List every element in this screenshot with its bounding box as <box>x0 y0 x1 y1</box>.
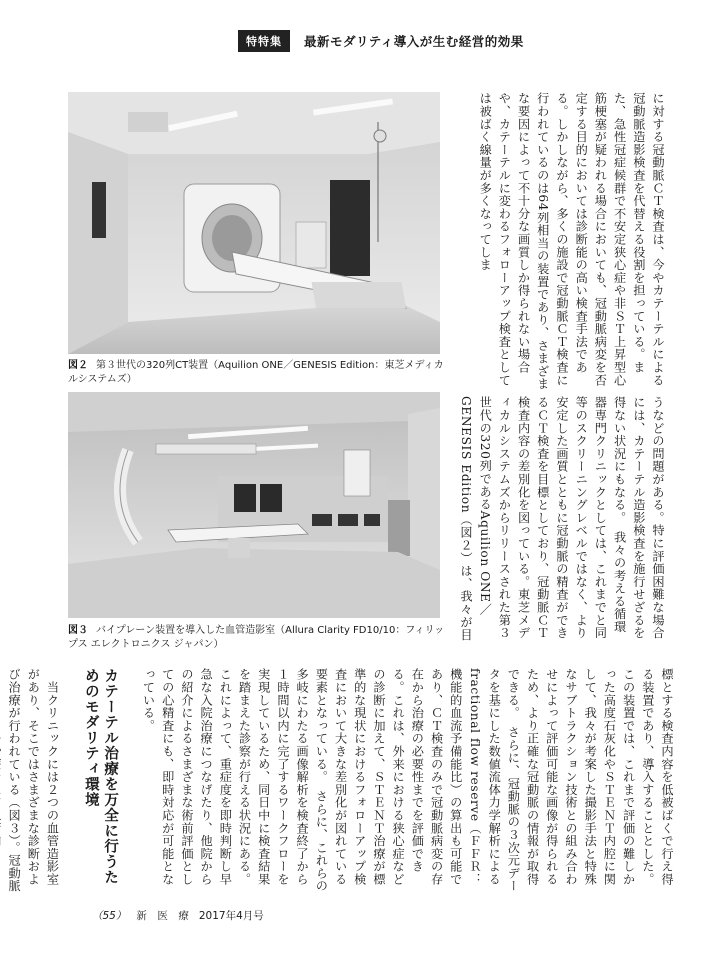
body-text-column-a: に対する冠動脈ＣＴ検査は、今やカテーテルによる冠動脈造影検査を代替える役割を担っている。また、急性冠症候群で不安定狭心症や非ＳＴ上昇型心筋梗塞が疑われる場合においても、冠動脈病変を否定する目的においては診断能の高い検査手法である。しかしながら、多くの施設で冠動脈ＣＴ検査に行われているのは64列相当の装置であり、さまざまな要因によって不十分な画質しか得られない場合や、カテーテルに変わるフォローアップ検査としては被ばく線量が多くなってしま <box>478 92 665 391</box>
body-text-column-b: うなどの問題がある。特に評価困難な場合には、カテーテル造影検査を施行せざるを得ない状況にもなる。 我々の考える循環器専門クリニックとしては、これまでと同等のスクリーニングレベルではなく、より安定した画質とともに冠動脈の精査ができるＣＴ検査を目標としており、冠動脈ＣＴ検査内容の差別化を図っている。東芝メディカルシステムズからリリースされた第３世代の320列であるAquilion ONE／GENESIS Edition（図２）は、我々が目 <box>458 396 665 642</box>
body-text-paragraphs: 標とする検査内容を低被ばくで行え得る装置であり、導入することとした。 この装置では、これまで評価の難しかった高度石灰化やＳＴＥＮＴ内腔に関して、我々が考案した撮影手法と特殊なサブトラクション技術との組み合わせによって評価可能な画像が得られるため、より正確な冠動脈の情報が取得できる。 さらに、冠動脈の３次元データを基にした数値流体力学解析によるfractional flow reserve（ＦＦＲ：機能的血流予備能比）の算出も可能であり、ＣＴ検査のみで冠動脈病変の存在から治療の必要性までを評価できる。これは、外来における狭心症などの診断に加えて、ＳＴＥＮＴ治療が標準的な現状におけるフォローアップ検査において大きな差別化が図れている要素となっている。 さらに、これらの多岐にわたる画像解析を検査終了から１時間以内に完了するワークフローを実現しているため、同日中に検査結果を踏まえた診察が行える状況にある。これによって、重症度を即時判断し早急な入院治療につなげたり、他院からの紹介によるさまざまな術前評価としての心精査にも、即時対応が可能となっている。 <box>141 668 674 893</box>
figure-3-caption <box>68 624 448 652</box>
figure-2-caption-text: 第３世代の320列CT装置（Aquilion ONE／GENESIS Edition：東芝メディカルシステムズ） <box>68 360 444 385</box>
body-text-column-c <box>7 668 676 896</box>
page-number: （55） <box>92 910 127 922</box>
figure-3-photo <box>68 392 440 618</box>
page-footer <box>92 908 264 923</box>
angiography-room-image <box>68 392 440 618</box>
figure-3-number: 図３ <box>68 625 88 636</box>
figure-3-caption-text: バイプレーン装置を導入した血管造影室（Allura Clarity FD10/10：フィリップス エレクトロニクス ジャパン） <box>68 625 445 650</box>
running-header <box>238 30 524 52</box>
journal-name: 新 医 療 <box>136 910 189 922</box>
figure-2-number: 図２ <box>68 360 88 371</box>
feature-title: 最新モダリティ導入が生む経営的効果 <box>304 34 524 49</box>
ct-scanner-room-image <box>68 92 440 354</box>
section-heading: カテーテル治療を万全に行うためのモダリティ環境 <box>82 668 119 885</box>
feature-tag: 特特集 <box>238 30 290 52</box>
figure-2-photo <box>68 92 440 354</box>
body-text-section-start: 当クリニックには２つの血管造影室があり、そこではさまざまな診断および治療が行われている（図３）。冠動脈 <box>7 668 60 893</box>
issue-date: 2017年4月号 <box>198 910 264 922</box>
figure-2-caption <box>68 359 448 387</box>
